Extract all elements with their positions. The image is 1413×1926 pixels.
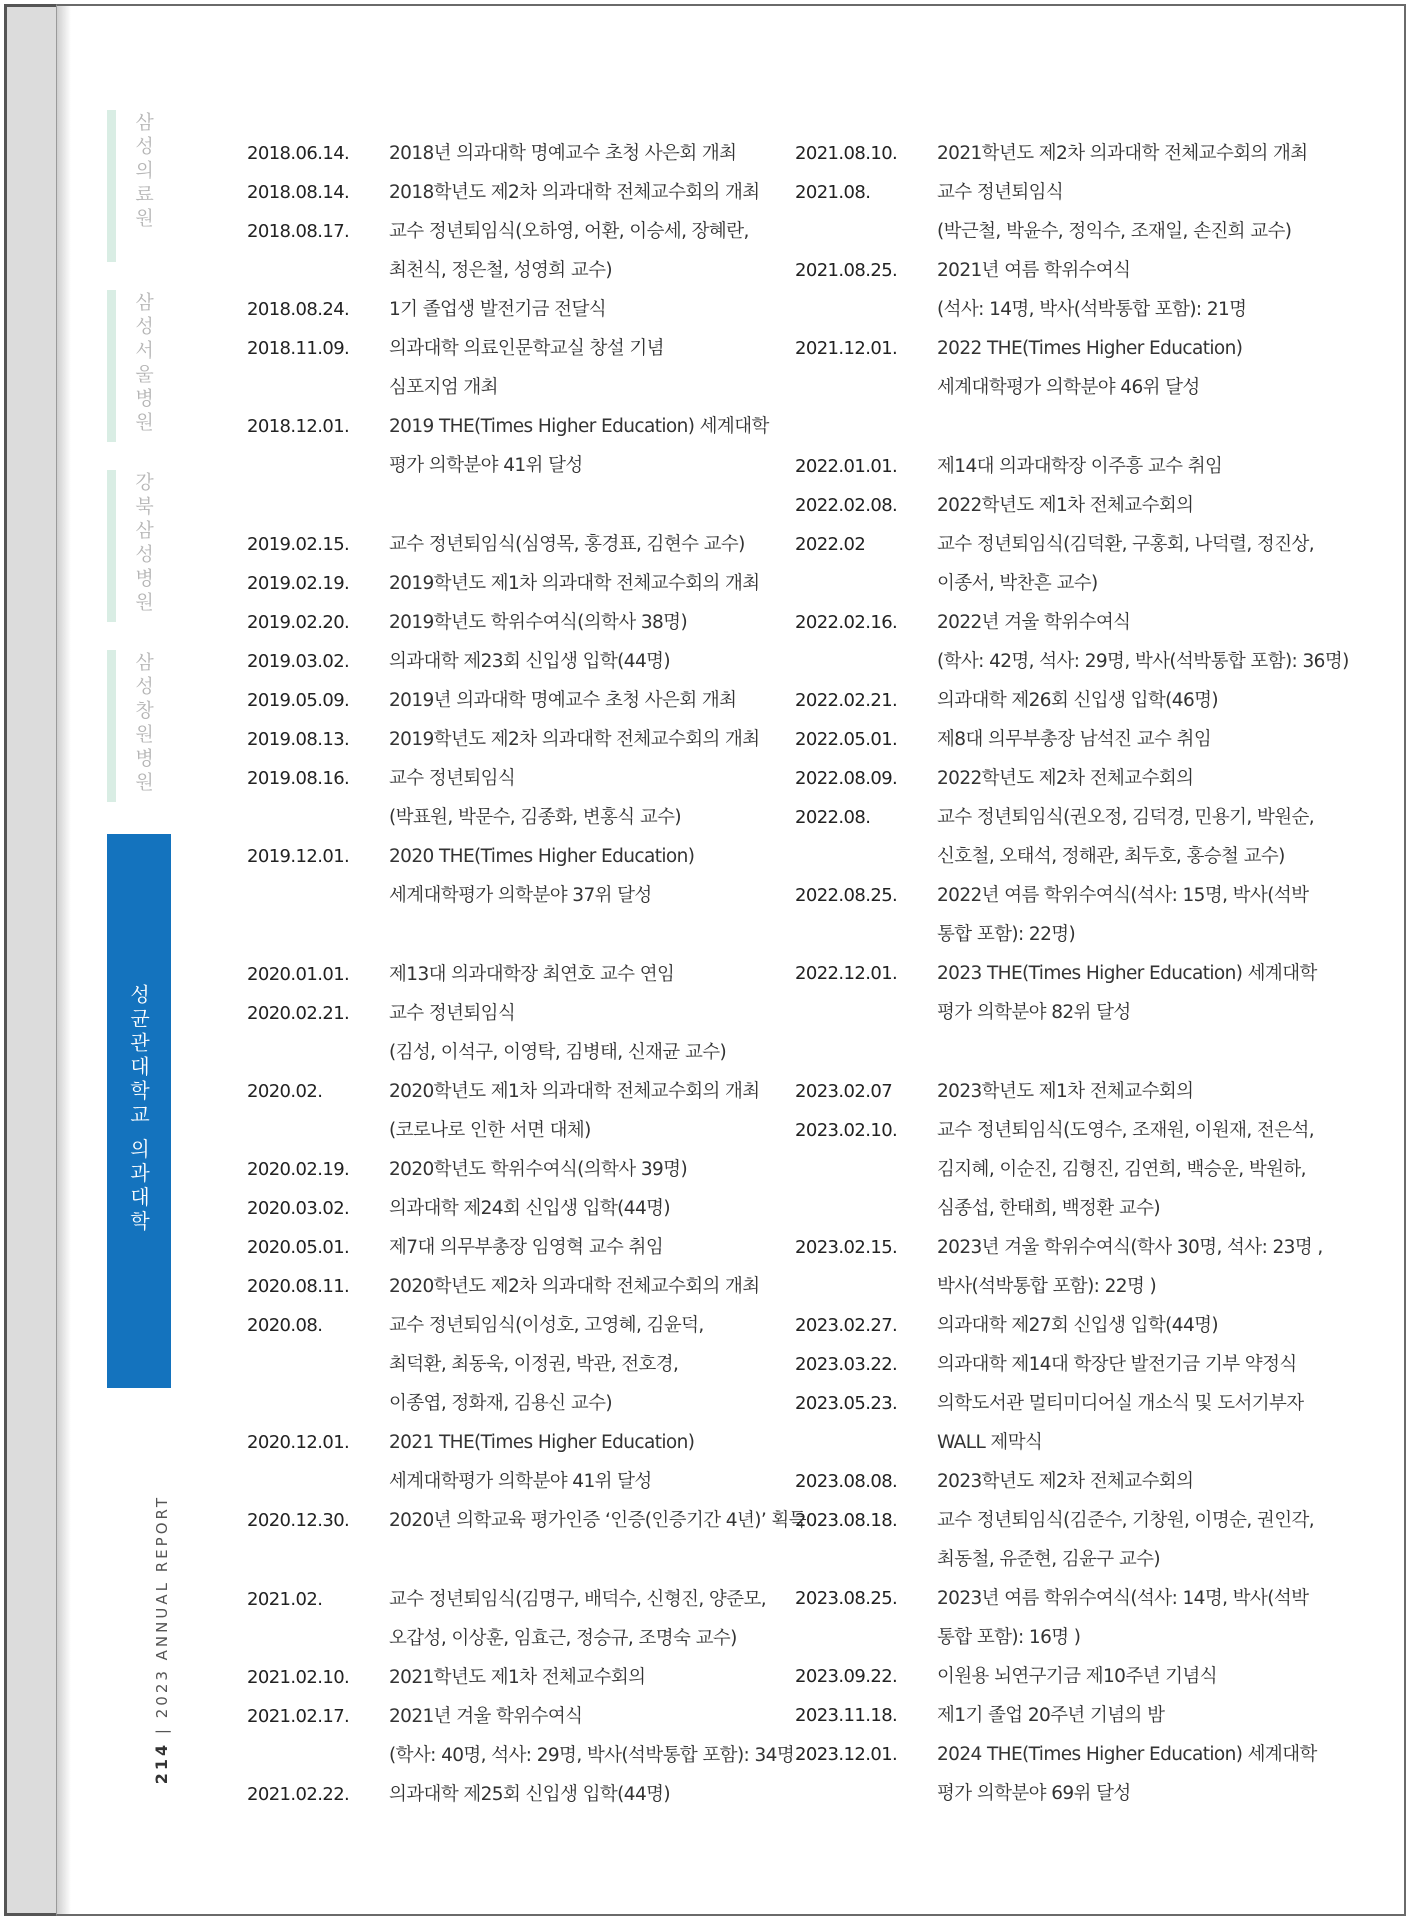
entry-description — [389, 1150, 787, 1189]
entry-date: 2019.05.09. — [247, 690, 350, 711]
side-tab-samsung-seoul-hospital[interactable] — [107, 290, 171, 442]
entry-text-line: 교수 정년퇴임식 — [389, 768, 516, 789]
section-gap — [247, 485, 787, 525]
entry-date: 2020.12.30. — [247, 1510, 350, 1531]
entry-text-line: 2024 THE(Times Higher Education) 세계대학 — [937, 1744, 1317, 1765]
entry-description — [937, 1228, 1365, 1306]
entry-text-line: 교수 정년퇴임식(김덕환, 구홍회, 나덕렬, 정진상, — [937, 534, 1315, 555]
entry-text-line: 교수 정년퇴임식(김명구, 배덕수, 신형진, 양준모, — [389, 1589, 767, 1610]
timeline-entry — [795, 876, 1365, 954]
timeline-entry — [795, 720, 1365, 759]
entry-text-line: 2021년 여름 학위수여식 — [937, 260, 1131, 281]
entry-text-line: 제8대 의무부총장 남석진 교수 취임 — [937, 729, 1212, 750]
entry-text-line: WALL 제막식 — [937, 1432, 1043, 1453]
entry-text-line: 박사(석박통합 포함): 22명 ) — [937, 1276, 1157, 1297]
timeline-entry — [247, 134, 787, 173]
timeline-entry — [247, 564, 787, 603]
entry-text-line: 2022년 여름 학위수여식(석사: 15명, 박사(석박 — [937, 885, 1309, 906]
entry-date: 2023.02.15. — [795, 1237, 898, 1258]
entry-date: 2020.03.02. — [247, 1198, 350, 1219]
entry-date: 2021.02.10. — [247, 1667, 350, 1688]
entry-description — [937, 1345, 1365, 1384]
entry-text-line: 2018년 의과대학 명예교수 초청 사은회 개최 — [389, 143, 737, 164]
entry-description — [389, 837, 787, 915]
timeline-entry — [795, 525, 1365, 603]
entry-description — [937, 798, 1365, 876]
entry-date: 2023.12.01. — [795, 1744, 898, 1765]
timeline-entry — [795, 134, 1365, 173]
entry-description — [389, 1697, 794, 1775]
entry-description — [389, 212, 787, 290]
entry-date: 2020.05.01. — [247, 1237, 350, 1258]
entry-text-line: 김지혜, 이순진, 김형진, 김연희, 백승운, 박원하, — [937, 1159, 1306, 1180]
entry-text-line: 평가 의학분야 82위 달성 — [937, 1002, 1131, 1023]
entry-date: 2018.08.24. — [247, 299, 350, 320]
entry-date: 2021.02. — [247, 1589, 323, 1610]
entry-text-line: 의과대학 의료인문학교실 창설 기념 — [389, 338, 664, 359]
entry-text-line: 2023 THE(Times Higher Education) 세계대학 — [937, 963, 1317, 984]
timeline-entry — [247, 1072, 787, 1150]
entry-description — [937, 954, 1365, 1032]
entry-date: 2019.12.01. — [247, 846, 350, 867]
entry-description — [937, 1072, 1365, 1111]
entry-date: 2022.02 — [795, 534, 866, 555]
timeline-entry — [247, 837, 787, 915]
entry-date: 2019.02.20. — [247, 612, 350, 633]
timeline-entry — [795, 798, 1365, 876]
timeline-entry — [247, 1306, 787, 1423]
entry-date: 2020.02. — [247, 1081, 323, 1102]
entry-text-line: 2022년 겨울 학위수여식 — [937, 612, 1131, 633]
entry-date: 2023.09.22. — [795, 1666, 898, 1687]
entry-date: 2022.02.21. — [795, 690, 898, 711]
entry-description — [389, 1580, 787, 1658]
timeline-entry — [795, 173, 1365, 251]
entry-date: 2023.11.18. — [795, 1705, 898, 1726]
timeline-entry — [247, 1228, 787, 1267]
entry-text-line: 2023년 여름 학위수여식(석사: 14명, 박사(석박 — [937, 1588, 1309, 1609]
entry-text-line: 2021 THE(Times Higher Education) — [389, 1432, 695, 1453]
entry-date: 2022.12.01. — [795, 963, 898, 984]
entry-text-line: 2022 THE(Times Higher Education) — [937, 338, 1243, 359]
side-tab-label: 삼성창원병원 — [132, 652, 154, 796]
entry-text-line: 제7대 의무부총장 임영혁 교수 취임 — [389, 1237, 664, 1258]
entry-description — [389, 1423, 787, 1501]
entry-text-line: 최천식, 정은철, 성영희 교수) — [389, 260, 613, 281]
entry-description — [937, 1735, 1365, 1813]
entry-date: 2021.02.22. — [247, 1784, 350, 1805]
entry-text-line: 통합 포함): 16명 ) — [937, 1627, 1081, 1648]
entry-text-line: 의과대학 제24회 신입생 입학(44명) — [389, 1198, 671, 1219]
entry-date: 2022.02.16. — [795, 612, 898, 633]
entry-date: 2019.08.16. — [247, 768, 350, 789]
entry-description — [389, 525, 787, 564]
entry-description — [389, 681, 787, 720]
entry-description — [389, 1775, 787, 1814]
entry-date: 2020.08. — [247, 1315, 323, 1336]
timeline-entry — [247, 1580, 787, 1658]
entry-text-line: 2020년 의학교육 평가인증 ‘인증(인증기간 4년)’ 획득 — [389, 1510, 806, 1531]
timeline-entry — [247, 994, 787, 1072]
entry-description — [389, 1658, 787, 1697]
timeline-entry — [247, 1189, 787, 1228]
side-tab-label: 삼성서울병원 — [132, 292, 154, 436]
entry-description — [937, 1462, 1365, 1501]
entry-description — [937, 447, 1365, 486]
entry-text-line: 2020학년도 제2차 의과대학 전체교수회의 개최 — [389, 1276, 760, 1297]
side-tab-samsung-changwon-hospital[interactable] — [107, 650, 171, 802]
entry-date: 2019.02.15. — [247, 534, 350, 555]
entry-text-line: 의과대학 제25회 신입생 입학(44명) — [389, 1784, 671, 1805]
entry-text-line: 의과대학 제14대 학장단 발전기금 기부 약정식 — [937, 1354, 1297, 1375]
entry-text-line: 2023학년도 제1차 전체교수회의 — [937, 1081, 1194, 1102]
entry-description — [389, 407, 787, 485]
entry-text-line: (김성, 이석구, 이영탁, 김병태, 신재균 교수) — [389, 1042, 727, 1063]
entry-description — [389, 134, 787, 173]
entry-text-line: 교수 정년퇴임식 — [937, 182, 1064, 203]
entry-description — [389, 720, 787, 759]
entry-date: 2022.02.08. — [795, 495, 898, 516]
entry-text-line: 이종서, 박찬흔 교수) — [937, 573, 1098, 594]
timeline-entry — [795, 1306, 1365, 1345]
entry-text-line: 최동철, 유준현, 김윤구 교수) — [937, 1549, 1161, 1570]
timeline-entry — [247, 955, 787, 994]
entry-date: 2021.08. — [795, 182, 871, 203]
entry-description — [937, 1579, 1365, 1657]
entry-date: 2022.08.09. — [795, 768, 898, 789]
report-title: 2023 ANNUAL REPORT — [153, 1494, 171, 1718]
entry-description — [937, 1657, 1365, 1696]
entry-text-line: 2021년 겨울 학위수여식 — [389, 1706, 583, 1727]
entry-text-line: 의과대학 제26회 신입생 입학(46명) — [937, 690, 1219, 711]
entry-text-line: 심종섭, 한태희, 백정환 교수) — [937, 1198, 1161, 1219]
entry-date: 2019.03.02. — [247, 651, 350, 672]
timeline-left-column — [247, 134, 806, 1814]
entry-description — [937, 329, 1365, 407]
entry-text-line: 2021학년도 제2차 의과대학 전체교수회의 개최 — [937, 143, 1308, 164]
timeline-entry — [247, 407, 787, 485]
entry-description — [937, 134, 1365, 173]
entry-text-line: 2020학년도 제1차 의과대학 전체교수회의 개최 — [389, 1081, 760, 1102]
entry-text-line: 교수 정년퇴임식(이성호, 고영혜, 김윤덕, — [389, 1315, 704, 1336]
entry-date: 2023.02.07 — [795, 1081, 893, 1102]
timeline-right-column — [795, 134, 1365, 1813]
entry-description — [389, 642, 787, 681]
timeline-entry — [795, 1228, 1365, 1306]
entry-text-line: 2022학년도 제1차 전체교수회의 — [937, 495, 1194, 516]
entry-text-line: 신호철, 오태석, 정해관, 최두호, 홍승철 교수) — [937, 846, 1285, 867]
entry-description — [389, 290, 787, 329]
side-tab-kangbuk-samsung-hospital[interactable] — [107, 470, 171, 622]
page-footer: 214 | 2023 ANNUAL REPORT — [152, 1494, 171, 1784]
timeline-entry — [247, 1501, 806, 1540]
entry-text-line: 2019학년도 제1차 의과대학 전체교수회의 개최 — [389, 573, 760, 594]
timeline-entry — [795, 1384, 1365, 1462]
timeline-entry — [795, 1345, 1365, 1384]
entry-description — [937, 173, 1365, 251]
timeline-entry — [795, 681, 1365, 720]
timeline-entry — [795, 1462, 1365, 1501]
entry-text-line: 의과대학 제23회 신입생 입학(44명) — [389, 651, 671, 672]
entry-description — [937, 603, 1365, 681]
entry-text-line: 2021학년도 제1차 전체교수회의 — [389, 1667, 646, 1688]
timeline-entry — [795, 1735, 1365, 1813]
entry-description — [937, 1111, 1365, 1228]
entry-text-line: 2020학년도 학위수여식(의학사 39명) — [389, 1159, 688, 1180]
entry-date: 2022.05.01. — [795, 729, 898, 750]
timeline-entry — [795, 329, 1365, 407]
timeline-entry — [247, 1775, 787, 1814]
side-tab-label: 성균관대학교 의과대학 — [126, 984, 151, 1235]
entry-description — [937, 1384, 1365, 1462]
entry-text-line: 1기 졸업생 발전기금 전달식 — [389, 299, 606, 320]
page-number: 214 — [152, 1741, 171, 1784]
entry-date: 2022.01.01. — [795, 456, 898, 477]
entry-text-line: 2019년 의과대학 명예교수 초청 사은회 개최 — [389, 690, 737, 711]
entry-date: 2020.01.01. — [247, 964, 350, 985]
entry-date: 2023.08.08. — [795, 1471, 898, 1492]
timeline-entry — [247, 1658, 787, 1697]
entry-description — [389, 1072, 787, 1150]
timeline-entry — [795, 251, 1365, 329]
timeline-entry — [795, 1657, 1365, 1696]
entry-description — [937, 681, 1365, 720]
timeline-entry — [247, 1267, 787, 1306]
entry-date: 2019.02.19. — [247, 573, 350, 594]
timeline-entry — [795, 759, 1365, 798]
entry-date: 2020.02.19. — [247, 1159, 350, 1180]
entry-description — [389, 1189, 787, 1228]
entry-text-line: (석사: 14명, 박사(석박통합 포함): 21명 — [937, 299, 1247, 320]
entry-text-line: 통합 포함): 22명) — [937, 924, 1076, 945]
entry-description — [937, 486, 1365, 525]
entry-description — [937, 1696, 1365, 1735]
entry-text-line: 2023학년도 제2차 전체교수회의 — [937, 1471, 1194, 1492]
entry-description — [389, 603, 787, 642]
side-tab-skku-medicine[interactable] — [107, 834, 171, 1388]
entry-date: 2022.08.25. — [795, 885, 898, 906]
timeline-entry — [247, 173, 787, 212]
entry-text-line: 의학도서관 멀티미디어실 개소식 및 도서기부자 — [937, 1393, 1304, 1414]
entry-description — [937, 720, 1365, 759]
entry-text-line: 교수 정년퇴임식(권오정, 김덕경, 민용기, 박원순, — [937, 807, 1315, 828]
entry-text-line: 교수 정년퇴임식(김준수, 기창원, 이명순, 권인각, — [937, 1510, 1315, 1531]
section-gap — [795, 407, 1365, 447]
entry-date: 2023.03.22. — [795, 1354, 898, 1375]
entry-description — [937, 525, 1365, 603]
entry-date: 2018.11.09. — [247, 338, 350, 359]
entry-text-line: 제13대 의과대학장 최연호 교수 연임 — [389, 964, 675, 985]
entry-text-line: 평가 의학분야 69위 달성 — [937, 1783, 1131, 1804]
entry-description — [937, 251, 1365, 329]
entry-description — [389, 1306, 787, 1423]
entry-date: 2022.08. — [795, 807, 871, 828]
entry-text-line: 2019 THE(Times Higher Education) 세계대학 — [389, 416, 769, 437]
entry-description — [389, 759, 787, 837]
entry-text-line: (박근철, 박윤수, 정익수, 조재일, 손진희 교수) — [937, 221, 1292, 242]
timeline-entry — [795, 447, 1365, 486]
entry-text-line: 이원용 뇌연구기금 제10주년 기념식 — [937, 1666, 1217, 1687]
timeline-entry — [247, 603, 787, 642]
entry-description — [937, 759, 1365, 798]
entry-text-line: 2018학년도 제2차 의과대학 전체교수회의 개최 — [389, 182, 760, 203]
entry-text-line: 2019학년도 학위수여식(의학사 38명) — [389, 612, 688, 633]
entry-date: 2020.12.01. — [247, 1432, 350, 1453]
entry-text-line: (코로나로 인한 서면 대체) — [389, 1120, 591, 1141]
entry-text-line: 세계대학평가 의학분야 41위 달성 — [389, 1471, 652, 1492]
entry-date: 2021.02.17. — [247, 1706, 350, 1727]
entry-text-line: (박표원, 박문수, 김종화, 변홍식 교수) — [389, 807, 681, 828]
entry-date: 2018.08.14. — [247, 182, 350, 203]
side-tab-label: 강북삼성병원 — [132, 472, 154, 616]
timeline-entry — [795, 1696, 1365, 1735]
timeline-entry — [795, 954, 1365, 1032]
timeline-entry — [247, 759, 787, 837]
entry-date: 2021.08.25. — [795, 260, 898, 281]
entry-text-line: 2022학년도 제2차 전체교수회의 — [937, 768, 1194, 789]
entry-date: 2023.02.10. — [795, 1120, 898, 1141]
entry-description — [389, 955, 787, 994]
timeline-entry — [795, 603, 1365, 681]
entry-date: 2023.05.23. — [795, 1393, 898, 1414]
entry-date: 2019.08.13. — [247, 729, 350, 750]
side-tab-label: 삼성의료원 — [132, 112, 154, 232]
entry-date: 2023.08.18. — [795, 1510, 898, 1531]
timeline-entry — [795, 1579, 1365, 1657]
timeline-entry — [795, 1111, 1365, 1228]
entry-text-line: 심포지엄 개최 — [389, 377, 498, 398]
entry-description — [937, 1306, 1365, 1345]
timeline-entry — [795, 1072, 1365, 1111]
entry-date: 2021.12.01. — [795, 338, 898, 359]
entry-text-line: 오갑성, 이상훈, 임효근, 정승규, 조명숙 교수) — [389, 1628, 737, 1649]
entry-description — [389, 1501, 806, 1540]
entry-text-line: 교수 정년퇴임식(심영목, 홍경표, 김현수 교수) — [389, 534, 745, 555]
entry-description — [389, 1267, 787, 1306]
section-gap — [247, 915, 787, 955]
timeline-entry — [247, 642, 787, 681]
entry-description — [389, 1228, 787, 1267]
timeline-entry — [247, 1150, 787, 1189]
entry-text-line: 세계대학평가 의학분야 37위 달성 — [389, 885, 652, 906]
timeline-entry — [247, 290, 787, 329]
entry-date: 2023.08.25. — [795, 1588, 898, 1609]
entry-text-line: 세계대학평가 의학분야 46위 달성 — [937, 377, 1200, 398]
entry-description — [389, 173, 787, 212]
entry-text-line: 평가 의학분야 41위 달성 — [389, 455, 583, 476]
entry-text-line: 제14대 의과대학장 이주흥 교수 취임 — [937, 456, 1223, 477]
entry-date: 2018.12.01. — [247, 416, 350, 437]
timeline-entry — [247, 1423, 787, 1501]
spine-shadow — [57, 6, 71, 1914]
timeline-entry — [795, 1501, 1365, 1579]
entry-date: 2018.08.17. — [247, 221, 350, 242]
entry-description — [937, 1501, 1365, 1579]
timeline-entry — [247, 329, 787, 407]
entry-date: 2021.08.10. — [795, 143, 898, 164]
timeline-entry — [247, 720, 787, 759]
entry-description — [389, 564, 787, 603]
section-gap — [247, 1540, 787, 1580]
timeline-entry — [247, 1697, 795, 1775]
entry-text-line: 교수 정년퇴임식 — [389, 1003, 516, 1024]
entry-text-line: 2023년 겨울 학위수여식(학사 30명, 석사: 23명 , — [937, 1237, 1323, 1258]
entry-date: 2020.08.11. — [247, 1276, 350, 1297]
entry-text-line: 2019학년도 제2차 의과대학 전체교수회의 개최 — [389, 729, 760, 750]
entry-text-line: (학사: 40명, 석사: 29명, 박사(석박통합 포함): 34명 — [389, 1745, 795, 1766]
entry-date: 2020.02.21. — [247, 1003, 350, 1024]
entry-text-line: 교수 정년퇴임식(오하영, 어환, 이승세, 장혜란, — [389, 221, 749, 242]
entry-text-line: (학사: 42명, 석사: 29명, 박사(석박통합 포함): 36명) — [937, 651, 1349, 672]
timeline-entry — [247, 525, 787, 564]
entry-text-line: 2020 THE(Times Higher Education) — [389, 846, 695, 867]
entry-description — [389, 329, 787, 407]
entry-text-line: 이종엽, 정화재, 김용신 교수) — [389, 1393, 613, 1414]
timeline-entry — [247, 212, 787, 290]
timeline-entry — [247, 681, 787, 720]
entry-date: 2023.02.27. — [795, 1315, 898, 1336]
entry-date: 2018.06.14. — [247, 143, 350, 164]
entry-description — [389, 994, 787, 1072]
section-gap — [795, 1032, 1365, 1072]
entry-text-line: 교수 정년퇴임식(도영수, 조재원, 이원재, 전은석, — [937, 1120, 1315, 1141]
entry-text-line: 제1기 졸업 20주년 기념의 밤 — [937, 1705, 1165, 1726]
entry-text-line: 의과대학 제27회 신입생 입학(44명) — [937, 1315, 1219, 1336]
entry-text-line: 최덕환, 최동욱, 이정권, 박관, 전호경, — [389, 1354, 679, 1375]
entry-description — [937, 876, 1365, 954]
page — [56, 4, 1406, 1916]
side-tab-samsung-medical-center[interactable] — [107, 110, 171, 262]
timeline-entry — [795, 486, 1365, 525]
